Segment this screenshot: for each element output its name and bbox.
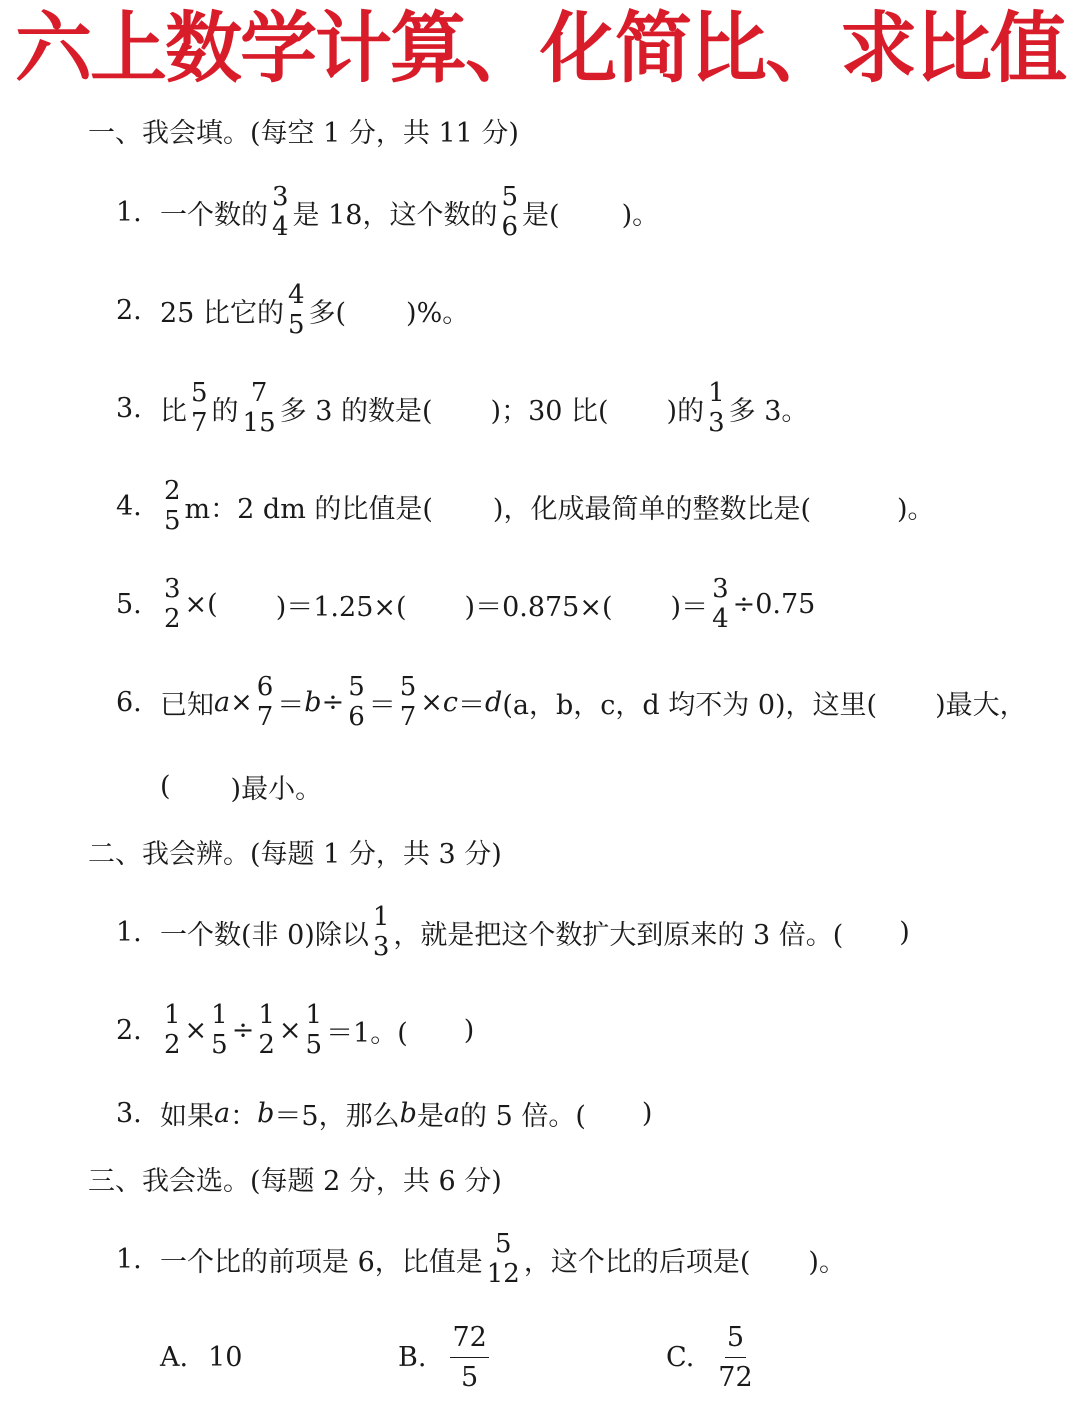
question-number: 5. <box>116 588 142 620</box>
denominator: 7 <box>399 702 417 732</box>
fraction <box>270 184 291 240</box>
text: )＝0.875×( <box>464 591 613 623</box>
text: m：2 dm 的比值是( <box>184 493 433 525</box>
numerator: 5 <box>495 1229 512 1259</box>
text: ( <box>160 770 171 802</box>
numerator: 1 <box>258 1000 275 1030</box>
numerator: 3 <box>272 182 289 212</box>
text: ＝5，那么 <box>274 1100 400 1132</box>
operator: × <box>278 1014 302 1046</box>
text: )最小。 <box>230 773 323 805</box>
option-label: A. <box>160 1341 189 1373</box>
variable-b: b <box>304 686 322 718</box>
text: 如果 <box>160 1100 214 1132</box>
page-title: 六上数学计算、化简比、求比值 <box>15 5 1065 94</box>
denominator: 5 <box>461 1361 479 1393</box>
text: )，化成最简单的整数比是( <box>492 493 811 525</box>
denominator: 72 <box>718 1361 753 1393</box>
denominator: 5 <box>305 1030 323 1060</box>
fraction <box>706 380 727 436</box>
fraction <box>162 1002 183 1058</box>
text: 一个数的 <box>160 199 268 231</box>
denominator: 7 <box>191 408 208 438</box>
text: )。 <box>808 1246 846 1278</box>
text: ÷0.75 <box>732 588 816 620</box>
text: ，这个比的后项是( <box>523 1246 751 1278</box>
denominator: 4 <box>712 604 729 634</box>
denominator: 12 <box>486 1259 520 1289</box>
variable-a: a <box>214 686 231 718</box>
section-1-heading <box>88 90 519 170</box>
text: ) <box>641 1097 653 1129</box>
option-a[interactable] <box>160 1312 242 1402</box>
s1-question-6 <box>116 662 1027 742</box>
fraction <box>398 674 419 730</box>
numerator: 5 <box>191 378 208 408</box>
variable-a: a <box>443 1097 460 1129</box>
s1-question-3 <box>116 368 808 448</box>
numerator: 3 <box>164 574 181 604</box>
fraction <box>485 1231 522 1287</box>
text: × <box>230 686 253 718</box>
option-b[interactable] <box>398 1312 491 1402</box>
text: 多 3。 <box>728 395 809 427</box>
fraction <box>371 904 392 960</box>
s2-question-2 <box>116 990 474 1070</box>
denominator: 5 <box>164 506 181 536</box>
numerator: 7 <box>250 378 268 408</box>
text: ) <box>463 1014 475 1046</box>
fraction <box>255 674 276 730</box>
text: 是 18，这个数的 <box>292 199 498 231</box>
text: )；30 比( <box>490 395 609 427</box>
denominator: 7 <box>256 702 274 732</box>
text: )的 <box>666 395 705 427</box>
denominator: 15 <box>242 408 276 438</box>
variable-b: b <box>399 1097 417 1129</box>
numerator: 5 <box>399 672 417 702</box>
fraction <box>162 576 183 632</box>
question-number: 2. <box>116 1014 142 1046</box>
numerator: 1 <box>164 1000 181 1030</box>
text: ： <box>230 1100 258 1132</box>
denominator: 4 <box>272 212 289 242</box>
fraction <box>209 1002 230 1058</box>
numerator: 1 <box>708 378 725 408</box>
variable-c: c <box>442 686 459 718</box>
numerator: 1 <box>211 1000 228 1030</box>
numerator: 1 <box>305 1000 323 1030</box>
question-number: 6. <box>116 686 142 718</box>
text: 多( <box>308 297 347 329</box>
denominator: 3 <box>372 932 390 962</box>
text: 是 <box>416 1100 444 1132</box>
text: )＝1.25×( <box>275 591 407 623</box>
denominator: 2 <box>258 1030 275 1060</box>
denominator: 3 <box>708 408 725 438</box>
operator: × <box>184 1014 208 1046</box>
numerator: 5 <box>725 1324 746 1358</box>
text: × <box>420 686 443 718</box>
numerator: 5 <box>348 672 365 702</box>
text: 的 <box>211 395 239 427</box>
numerator: 2 <box>164 476 181 506</box>
text: )＝ <box>670 591 709 623</box>
denominator: 2 <box>164 1030 181 1060</box>
text: ＝1。( <box>326 1017 408 1049</box>
question-number: 2. <box>116 294 142 326</box>
variable-b: b <box>257 1097 275 1129</box>
text: 的 5 倍。( <box>460 1100 586 1132</box>
text: 一个数(非 0)除以 <box>160 919 369 951</box>
s1-question-4 <box>116 466 935 546</box>
text: ，就是把这个数扩大到原来的 3 倍。( <box>393 919 844 951</box>
numerator: 3 <box>712 574 729 604</box>
question-number: 4. <box>116 490 142 522</box>
variable-a: a <box>214 1097 231 1129</box>
numerator: 4 <box>287 280 305 310</box>
text: 是( <box>522 199 560 231</box>
section-3-heading <box>88 1138 502 1218</box>
question-number: 3. <box>116 392 142 424</box>
option-label: C. <box>666 1341 695 1373</box>
numerator: 1 <box>372 902 390 932</box>
section-3-heading-text: 三、我会选。(每题 2 分，共 6 分) <box>88 1165 502 1197</box>
denominator: 5 <box>287 310 305 340</box>
option-label: B. <box>398 1341 427 1373</box>
text: ÷ <box>321 686 345 718</box>
fraction <box>710 576 731 632</box>
text: ＝ <box>458 689 486 721</box>
text: 多 3 的数是( <box>279 395 433 427</box>
denominator: 5 <box>211 1030 228 1060</box>
text: )最大， <box>935 689 1027 721</box>
fraction <box>256 1002 277 1058</box>
text: ×( <box>184 588 218 620</box>
option-c[interactable] <box>666 1312 757 1402</box>
text: 一个比的前项是 6，比值是 <box>160 1246 483 1278</box>
s1-question-1 <box>116 172 659 252</box>
text: )。 <box>897 493 935 525</box>
question-number: 1. <box>116 1243 142 1275</box>
option-value: 10 <box>208 1341 243 1373</box>
text: ＝ <box>368 689 396 721</box>
s2-question-1 <box>116 892 910 972</box>
numerator: 5 <box>501 182 519 212</box>
text: (a，b，c，d 均不为 0)，这里( <box>502 689 878 721</box>
section-2-heading <box>88 811 502 891</box>
fraction <box>346 674 367 730</box>
text: 25 比它的 <box>160 297 284 329</box>
s3-question-1 <box>116 1219 846 1299</box>
text: ＝ <box>277 689 305 721</box>
numerator: 72 <box>450 1324 488 1358</box>
variable-d: d <box>485 686 503 718</box>
text: )。 <box>621 199 660 231</box>
s1-question-2 <box>116 270 469 350</box>
denominator: 6 <box>501 212 519 242</box>
denominator: 2 <box>164 604 181 634</box>
fraction <box>716 1321 754 1393</box>
fraction <box>500 184 521 240</box>
question-number: 1. <box>116 916 142 948</box>
fraction <box>286 282 307 338</box>
numerator: 6 <box>256 672 274 702</box>
question-number: 3. <box>116 1097 142 1129</box>
fraction <box>304 1002 325 1058</box>
operator: ÷ <box>231 1014 255 1046</box>
fraction <box>189 380 210 436</box>
text: )%。 <box>406 297 470 329</box>
fraction <box>450 1321 488 1393</box>
section-2-heading-text: 二、我会辨。(每题 1 分，共 3 分) <box>88 838 502 870</box>
fraction <box>241 380 278 436</box>
question-number: 1. <box>116 196 142 228</box>
section-1-heading-text: 一、我会填。(每空 1 分，共 11 分) <box>88 117 519 149</box>
s1-question-5 <box>116 564 815 644</box>
text: 比 <box>160 395 187 427</box>
denominator: 6 <box>348 702 365 732</box>
text: 已知 <box>160 689 214 721</box>
text: ) <box>899 916 910 948</box>
fraction <box>162 478 183 534</box>
